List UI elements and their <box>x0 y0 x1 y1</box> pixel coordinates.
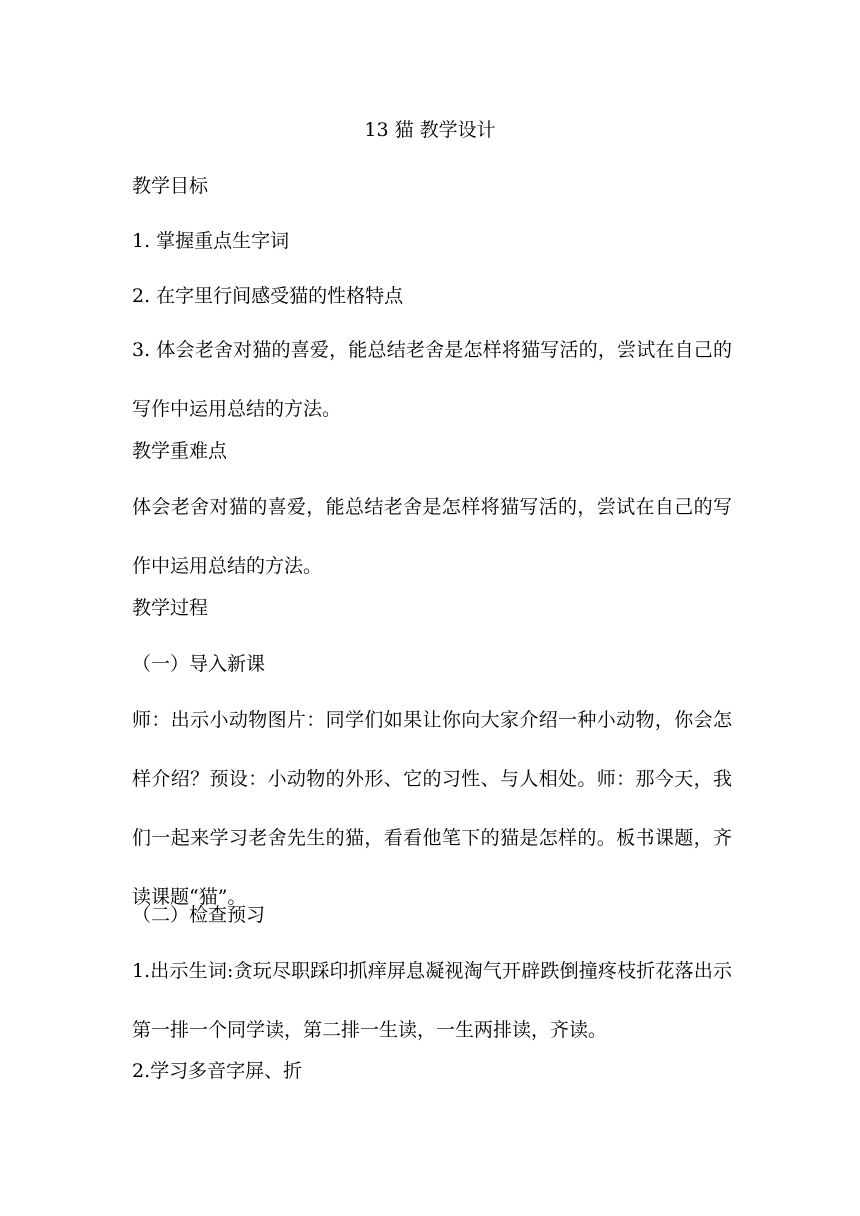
goal-item-2: 2. 在字里行间感受猫的性格特点 <box>132 285 404 307</box>
section-1-title: （一）导入新课 <box>132 653 266 675</box>
key-points-text: 体会老舍对猫的喜爱，能总结老舍是怎样将猫写活的，尝试在自己的写作中运用总结的方法。 <box>132 496 732 577</box>
document-title: 13 猫 教学设计 <box>364 119 496 141</box>
heading-teaching-goals: 教学目标 <box>132 175 209 197</box>
heading-teaching-process: 教学过程 <box>132 597 209 619</box>
goal-item-1: 1. 掌握重点生字词 <box>132 230 290 252</box>
section-1-text: 师：出示小动物图片：同学们如果让你向大家介绍一种小动物，你会怎样介绍？预设：小动物的外形、它的习性、与人相处。师：那今天，我们一起来学习老舍先生的猫，看看他笔下的猫是怎样的。板书课题，齐读课题“猫”。 <box>132 709 732 908</box>
section-2-item-1: 1.出示生词:贪玩尽职踩印抓痒屏息凝视淘气开辟跌倒撞疼枝折花落出示第一排一个同学读，第二排一生读，一生两排读，齐读。 <box>132 960 732 1041</box>
heading-key-points: 教学重难点 <box>132 440 228 462</box>
goal-item-3: 3. 体会老舍对猫的喜爱，能总结老舍是怎样将猫写活的，尝试在自己的写作中运用总结的方法。 <box>132 339 732 420</box>
section-2-title: （二）检查预习 <box>132 904 266 926</box>
section-2-item-2: 2.学习多音字屏、折 <box>132 1060 303 1082</box>
